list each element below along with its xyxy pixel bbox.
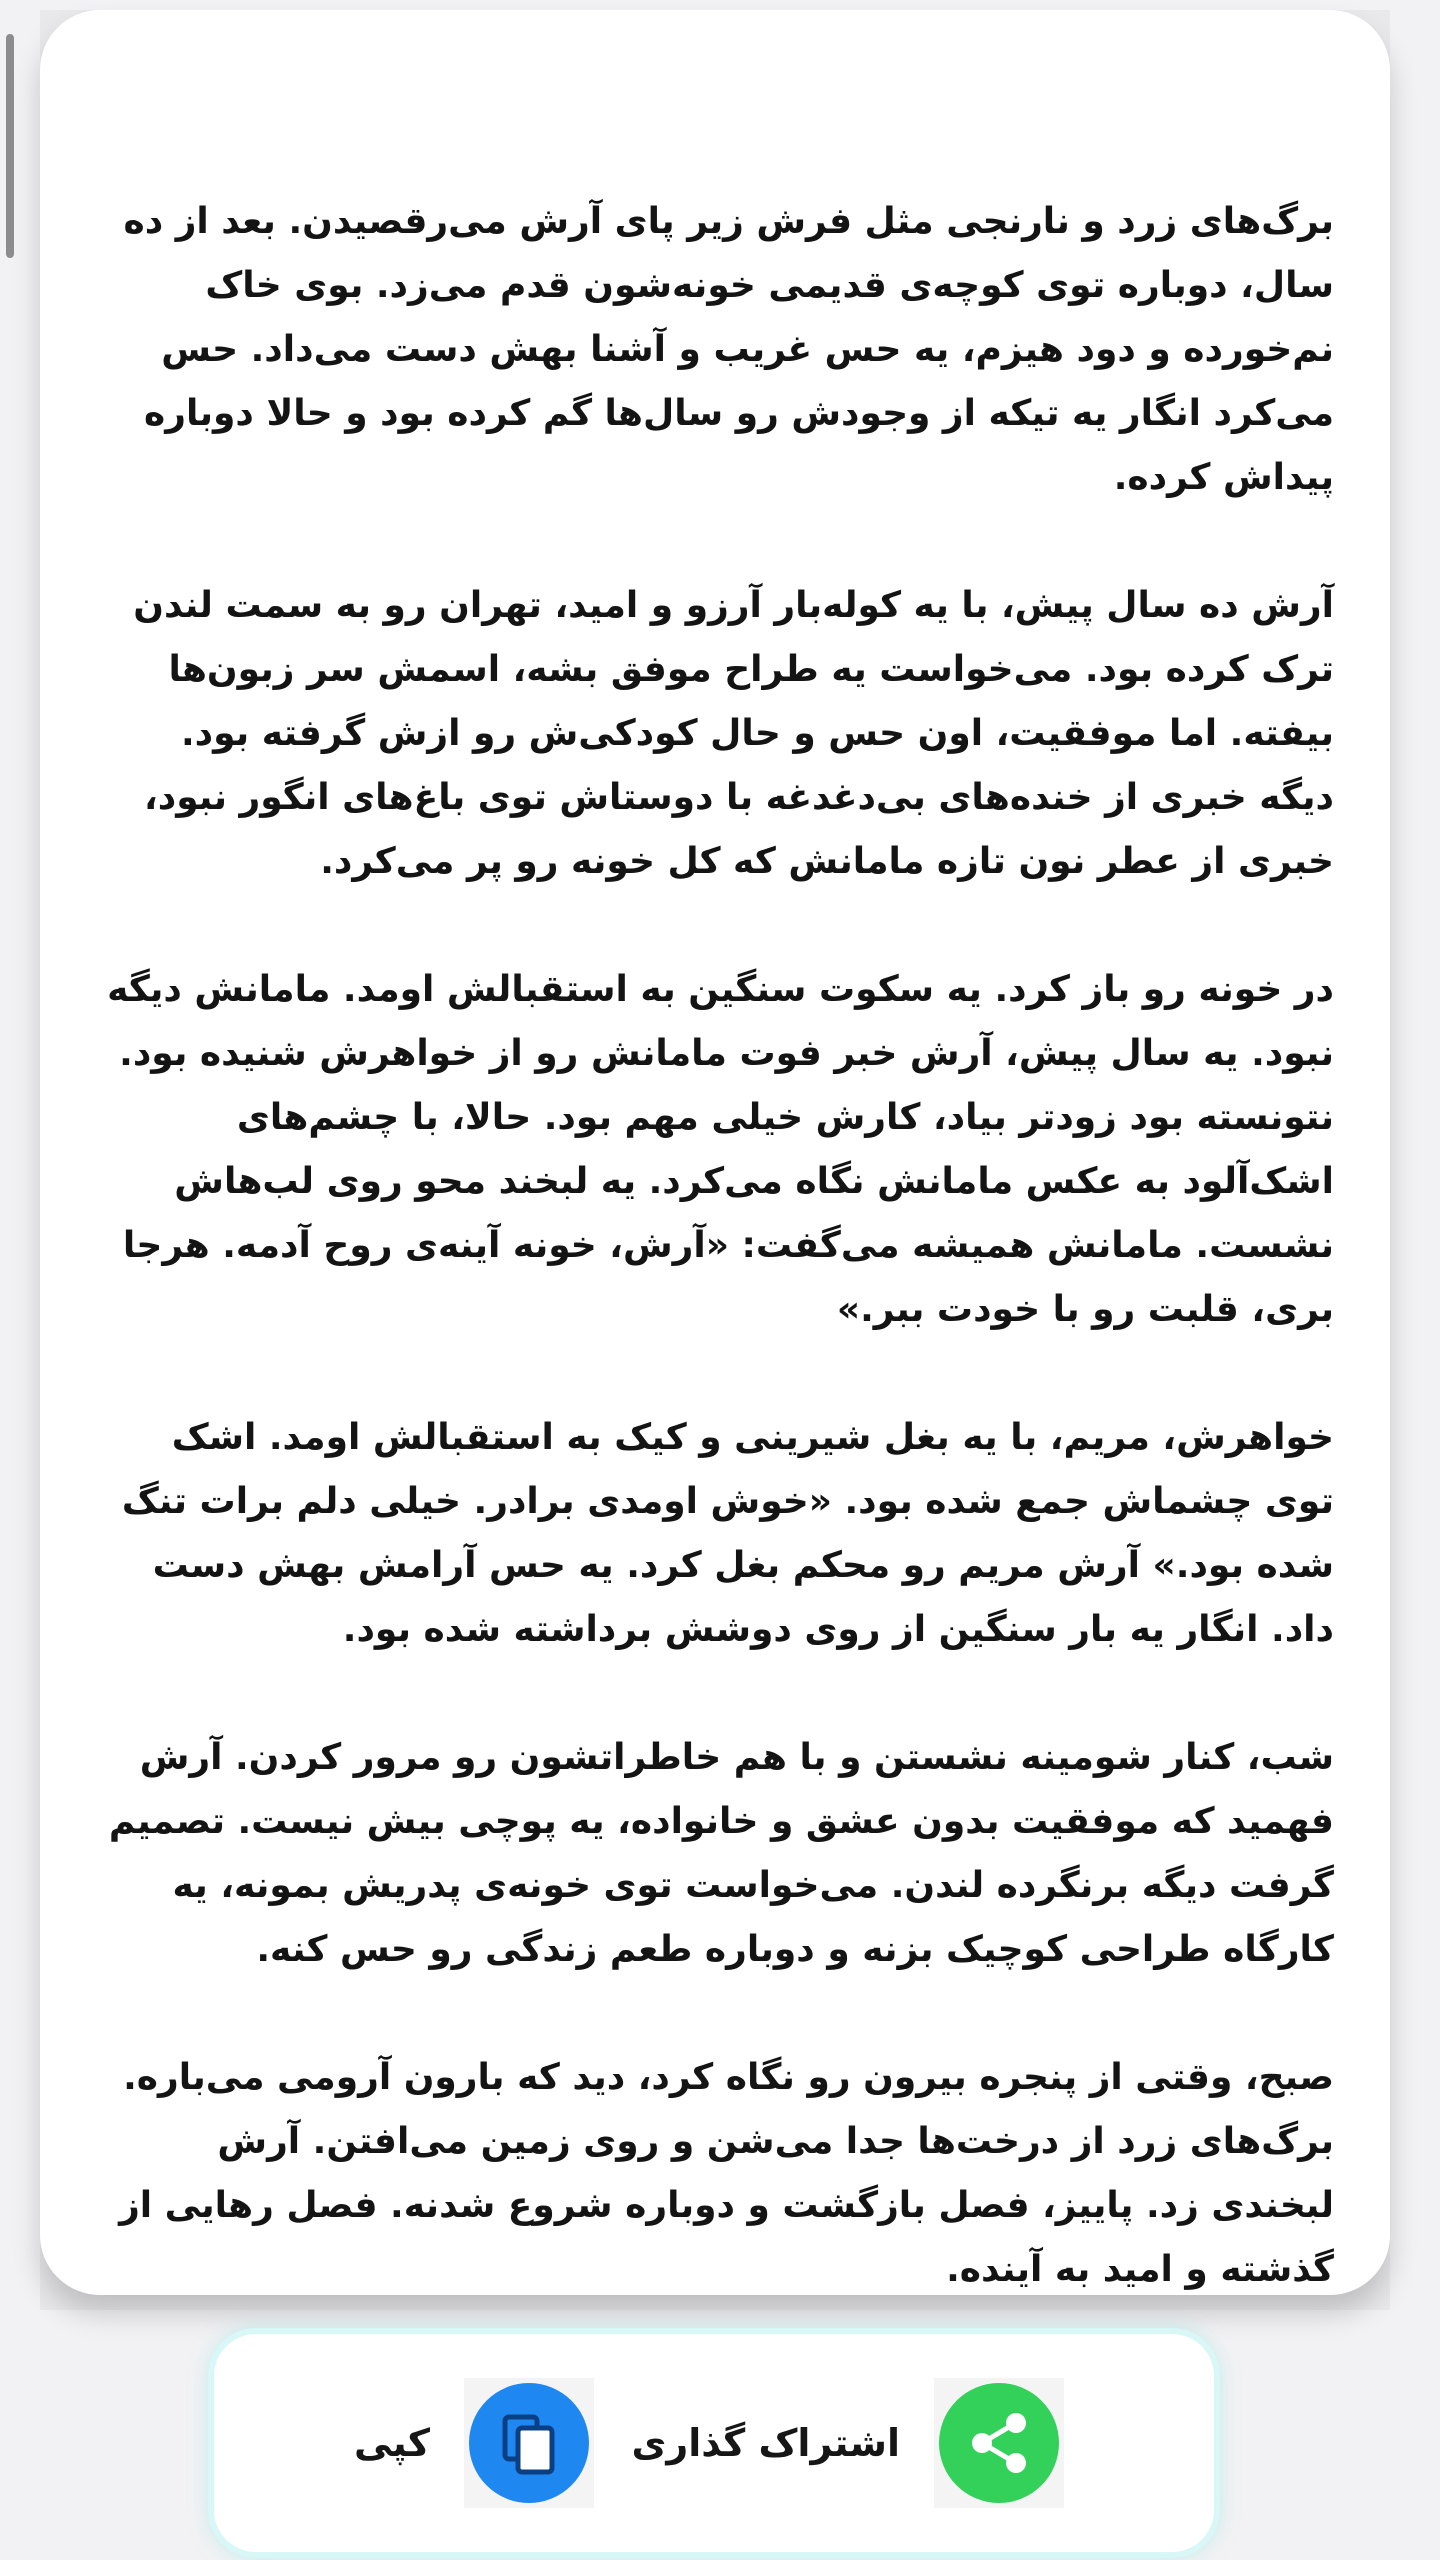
story-paragraph-2: آرش ده سال پیش، با یه کوله‌بار آرزو و امید، تهران رو به سمت لندن ترک کرده بود. می‌خواست یه طراح موفق بشه، اسمش سر زبون‌ها بیفته. اما موفقیت، اون حس و حال کودکی‌ش رو ازش گرفته بود. دیگه خبری از خنده‌های بی‌دغدغه با دوستاش توی باغ‌های انگور نبود، خبری از عطر نون تازه مامانش که کل خونه رو پر می‌کرد. [133, 585, 1334, 882]
share-icon[interactable] [939, 2383, 1059, 2503]
scrollbar[interactable] [6, 34, 14, 258]
story-paragraph-6: صبح، وقتی از پنجره بیرون رو نگاه کرد، دید که بارون آرومی می‌باره. برگ‌های زرد از درخت‌ها جدا می‌شن و روی زمین می‌افتن. آرش لبخندی زد. پاییز، فصل بازگشت و دوباره شروع شدنه. فصل رهایی از گذشته و امید به آینده. [119, 2057, 1334, 2290]
story-card [40, 10, 1390, 2295]
copy-icon-plate [464, 2378, 594, 2508]
share-icon-plate [934, 2378, 1064, 2508]
copy-button[interactable] [354, 2334, 594, 2552]
story-paragraph-5: شب، کنار شومینه نشستن و با هم خاطراتشون رو مرور کردن. آرش فهمید که موفقیت بدون عشق و خانواده، یه پوچی بیش نیست. تصمیم گرفت دیگه برنگرده لندن. می‌خواست توی خونه‌ی پدریش بمونه، یه کارگاه طراحی کوچیک بزنه و دوباره طعم زندگی رو حس کنه. [108, 1737, 1334, 1970]
share-label: اشتراک گذاری [631, 2421, 900, 2465]
story-paragraph-1: برگ‌های زرد و نارنجی مثل فرش زیر پای آرش می‌رقصیدن. بعد از ده سال، دوباره توی کوچه‌ی قدیمی خونه‌شون قدم می‌زد. بوی خاک نم‌خورده و دود هیزم، یه حس غریب و آشنا بهش دست می‌داد. حس می‌کرد انگار یه تیکه از وجودش رو سال‌ها گم کرده بود و حالا دوباره پیداش کرده. [123, 201, 1334, 498]
share-button[interactable] [632, 2334, 1065, 2552]
story-paragraph-4: خواهرش، مریم، با یه بغل شیرینی و کیک به استقبالش اومد. اشک توی چشماش جمع شده بود. «خوش اومدی برادر. خیلی دلم برات تنگ شده بود.» آرش مریم رو محکم بغل کرد. یه حس آرامش بهش دست داد. انگار یه بار سنگین از روی دوشش برداشته شده بود. [121, 1417, 1334, 1650]
story-paragraph-3: در خونه رو باز کرد. یه سکوت سنگین به استقبالش اومد. مامانش دیگه نبود. یه سال پیش، آرش خبر فوت مامانش رو از خواهرش شنیده بود. نتونسته بود زودتر بیاد، کارش خیلی مهم بود. حالا، با چشم‌های اشک‌آلود به عکس مامانش نگاه می‌کرد. یه لبخند محو روی لب‌هاش نشست. مامانش همیشه می‌گفت: «آرش، خونه آینه‌ی روح آدمه. هرجا بری، قلبت رو با خودت ببر.» [107, 969, 1334, 1330]
action-bar [208, 2328, 1220, 2558]
copy-label: کپی [353, 2421, 430, 2465]
copy-icon[interactable] [469, 2383, 589, 2503]
